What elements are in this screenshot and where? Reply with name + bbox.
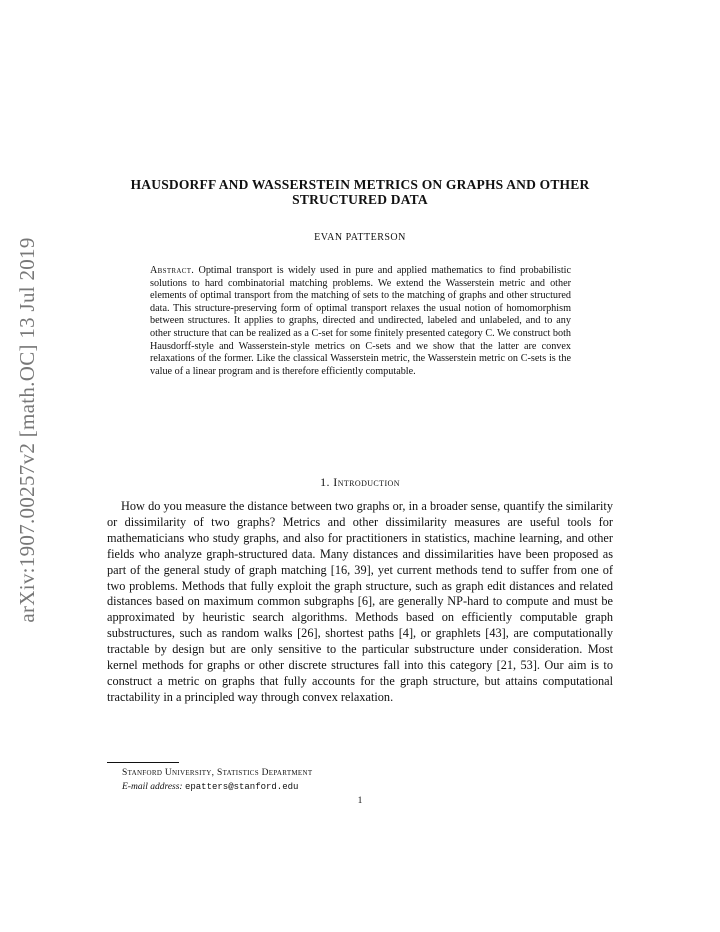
footnote-rule — [107, 762, 179, 763]
abstract-text: Optimal transport is widely used in pure and applied mathematics to find probabilistic solutions to hard combinatorial matching problems. We extend the Wasserstein metric and other elements of optimal transport from the matching of sets to the matching of graphs and other structured data. This structure-preserving form of optimal transport relaxes the usual notion of homomorphism between structures. It applies to graphs, directed and undirected, labeled and unlabeled, and to any other structure that can be realized as a C-set for some finitely presented category C. We construct both Hausdorff-style and Wasserstein-style metrics on C-sets and we show that the latter are convex relaxations of the former. Like the classical Wasserstein metric, the Wasserstein metric on C-sets is the value of a linear program and is therefore efficiently computable. — [150, 265, 572, 377]
email-label: E-mail address: — [122, 782, 183, 792]
author-email-line — [122, 782, 602, 792]
abstract-heading: Abstract. — [150, 265, 195, 276]
author-affiliation: Stanford University, Statistics Department — [122, 768, 313, 778]
page-number: 1 — [357, 796, 363, 806]
abstract — [150, 265, 571, 378]
intro-paragraph: How do you measure the distance between two graphs or, in a broader sense, quantify the similarity or dissimilarity of two graphs? Metrics and other dissimilarity measures are useful tools for mathematicians who study graphs, and also for practitioners in statistics, machine learning, and other fields who analyze graph-structured data. Many distances and dissimilarities have been proposed as part of the general study of graph matching [16, 39], yet current methods tend to suffer from one of two problems. Methods that fully exploit the graph structure, such as graph edit distances and related distances based on maximum common subgraphs [6], are generally NP-hard to compute and must be approximated by heuristic search algorithms. Methods based on efficiently computable graph substructures, such as random walks [26], shortest paths [4], or graphlets [43], are computationally tractable by design but are only sensitive to the particular substructure under consideration. Most kernel methods for graphs or other discrete structures fall into this category [21, 53]. Our aim is to construct a metric on graphs that fully accounts for the graph structure, but attains computational tractability in a principled way through convex relaxation. — [107, 499, 613, 704]
arxiv-identifier: arXiv:1907.00257v2 [math.OC] 13 Jul 2019 — [15, 237, 39, 623]
paper-title: HAUSDORFF AND WASSERSTEIN METRICS ON GRAPHS AND OTHER STRUCTURED DATA — [130, 177, 590, 207]
email-address[interactable]: epatters@stanford.edu — [184, 782, 299, 792]
section-heading: 1. Introduction — [320, 475, 400, 489]
author-name: EVAN PATTERSON — [314, 232, 406, 243]
